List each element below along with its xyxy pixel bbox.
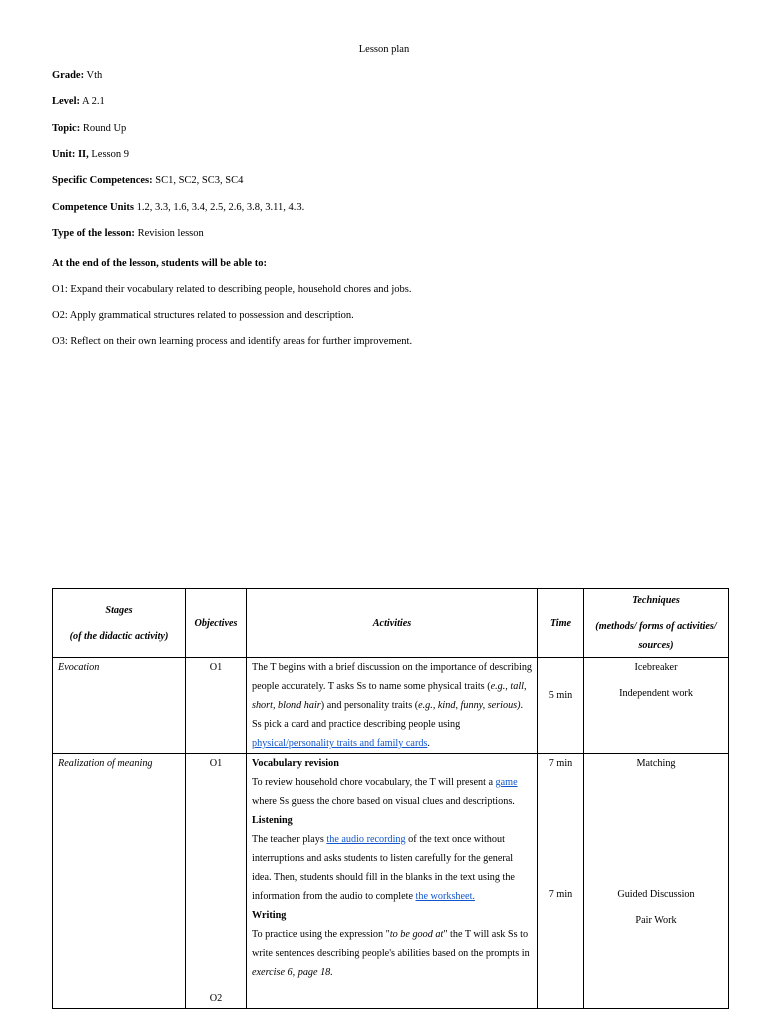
topic-label: Topic:: [52, 123, 81, 134]
game-link[interactable]: game: [495, 777, 518, 788]
competence-units-value: 1.2, 3.3, 1.6, 3.4, 2.5, 2.6, 3.8, 3.11, 4.3.: [136, 202, 305, 213]
grade-label: Grade:: [52, 70, 85, 81]
unit-value: Lesson 9: [91, 149, 130, 160]
unit-line: [52, 149, 129, 160]
listening-heading: Listening: [252, 815, 293, 826]
objective-o1: O1: Expand their vocabulary related to describing people, household chores and jobs.: [52, 284, 412, 295]
lesson-type-label: Type of the lesson:: [52, 228, 135, 239]
level-value: A 2.1: [82, 96, 105, 107]
stage-realization: Realization of meaning: [53, 754, 186, 1009]
page-title: Lesson plan: [358, 44, 410, 55]
technique-guided-discussion: Guided Discussion: [617, 889, 695, 900]
objectives-heading: At the end of the lesson, students will be able to:: [52, 258, 267, 269]
competences-label: Specific Competences:: [52, 175, 153, 186]
unit-label: Unit: II,: [52, 149, 89, 160]
table-row: [53, 658, 729, 754]
header-activities: Activities: [247, 589, 538, 658]
technique-matching: Matching: [636, 758, 676, 769]
header-stages: Stages (of the didactic activity): [53, 589, 186, 658]
competences-line: [52, 175, 243, 186]
header-time: Time: [538, 589, 584, 658]
competence-units-label: Competence Units: [52, 202, 134, 213]
stage-evocation: Evocation: [53, 658, 186, 754]
objective-o2: O2: Apply grammatical structures related to possession and description.: [52, 310, 354, 321]
traits-cards-link[interactable]: physical/personality traits and family cards: [252, 738, 428, 749]
techniques-cell: [584, 658, 729, 754]
worksheet-link[interactable]: the worksheet.: [415, 891, 475, 902]
technique-independent-work: Independent work: [619, 688, 693, 699]
grade-line: [52, 70, 102, 81]
lesson-plan-table: [52, 588, 729, 1009]
topic-line: [52, 123, 126, 134]
technique-icebreaker: Icebreaker: [634, 662, 678, 673]
header-objectives: Objectives: [186, 589, 247, 658]
lesson-type-value: Revision lesson: [137, 228, 204, 239]
technique-pair-work: Pair Work: [635, 915, 677, 926]
techniques-cell: [584, 754, 729, 1009]
level-label: Level:: [52, 96, 80, 107]
objective-o3: O3: Reflect on their own learning process and identify areas for further improvement.: [52, 336, 413, 347]
level-line: [52, 96, 105, 107]
competences-value: SC1, SC2, SC3, SC4: [155, 175, 244, 186]
time-cell: 7 min 7 min: [538, 754, 584, 1009]
lesson-type-line: [52, 228, 204, 239]
writing-heading: Writing: [252, 910, 287, 921]
audio-recording-link[interactable]: the audio recording: [326, 834, 406, 845]
activity-cell: The T begins with a brief discussion on the importance of describing people accurately. T asks Ss to name some physical traits (e.g., tall, short, blond hair) and personality traits (e.g., kind, funny, serious). Ss pick a card and practice describing people using physical/personality traits and family cards.: [247, 658, 538, 754]
objective-cell: O1 O2: [186, 754, 247, 1009]
objective-cell: O1: [186, 658, 247, 754]
topic-value: Round Up: [82, 123, 127, 134]
table-row: [53, 754, 729, 1009]
table-header-row: [53, 589, 729, 658]
competence-units-line: [52, 202, 304, 213]
vocab-heading: Vocabulary revision: [252, 758, 339, 769]
header-techniques: Techniques (methods/ forms of activities/ sources): [584, 589, 729, 658]
activity-cell: Vocabulary revision To review household chore vocabulary, the T will present a game where Ss guess the chore based on visual clues and descriptions. Listening The teacher plays the audio recording of the text once without interruptions and asks students to listen carefully for the general idea. Then, students should fill in the blanks in the text using the information from the audio to complete the worksheet. Writing To practice using the expression "to be good at" the T will ask Ss to write sentences describing people's abilities based on the prompts in exercise 6, page 18.: [247, 754, 538, 1009]
grade-value: Vth: [86, 70, 103, 81]
time-cell: 5 min: [538, 658, 584, 754]
